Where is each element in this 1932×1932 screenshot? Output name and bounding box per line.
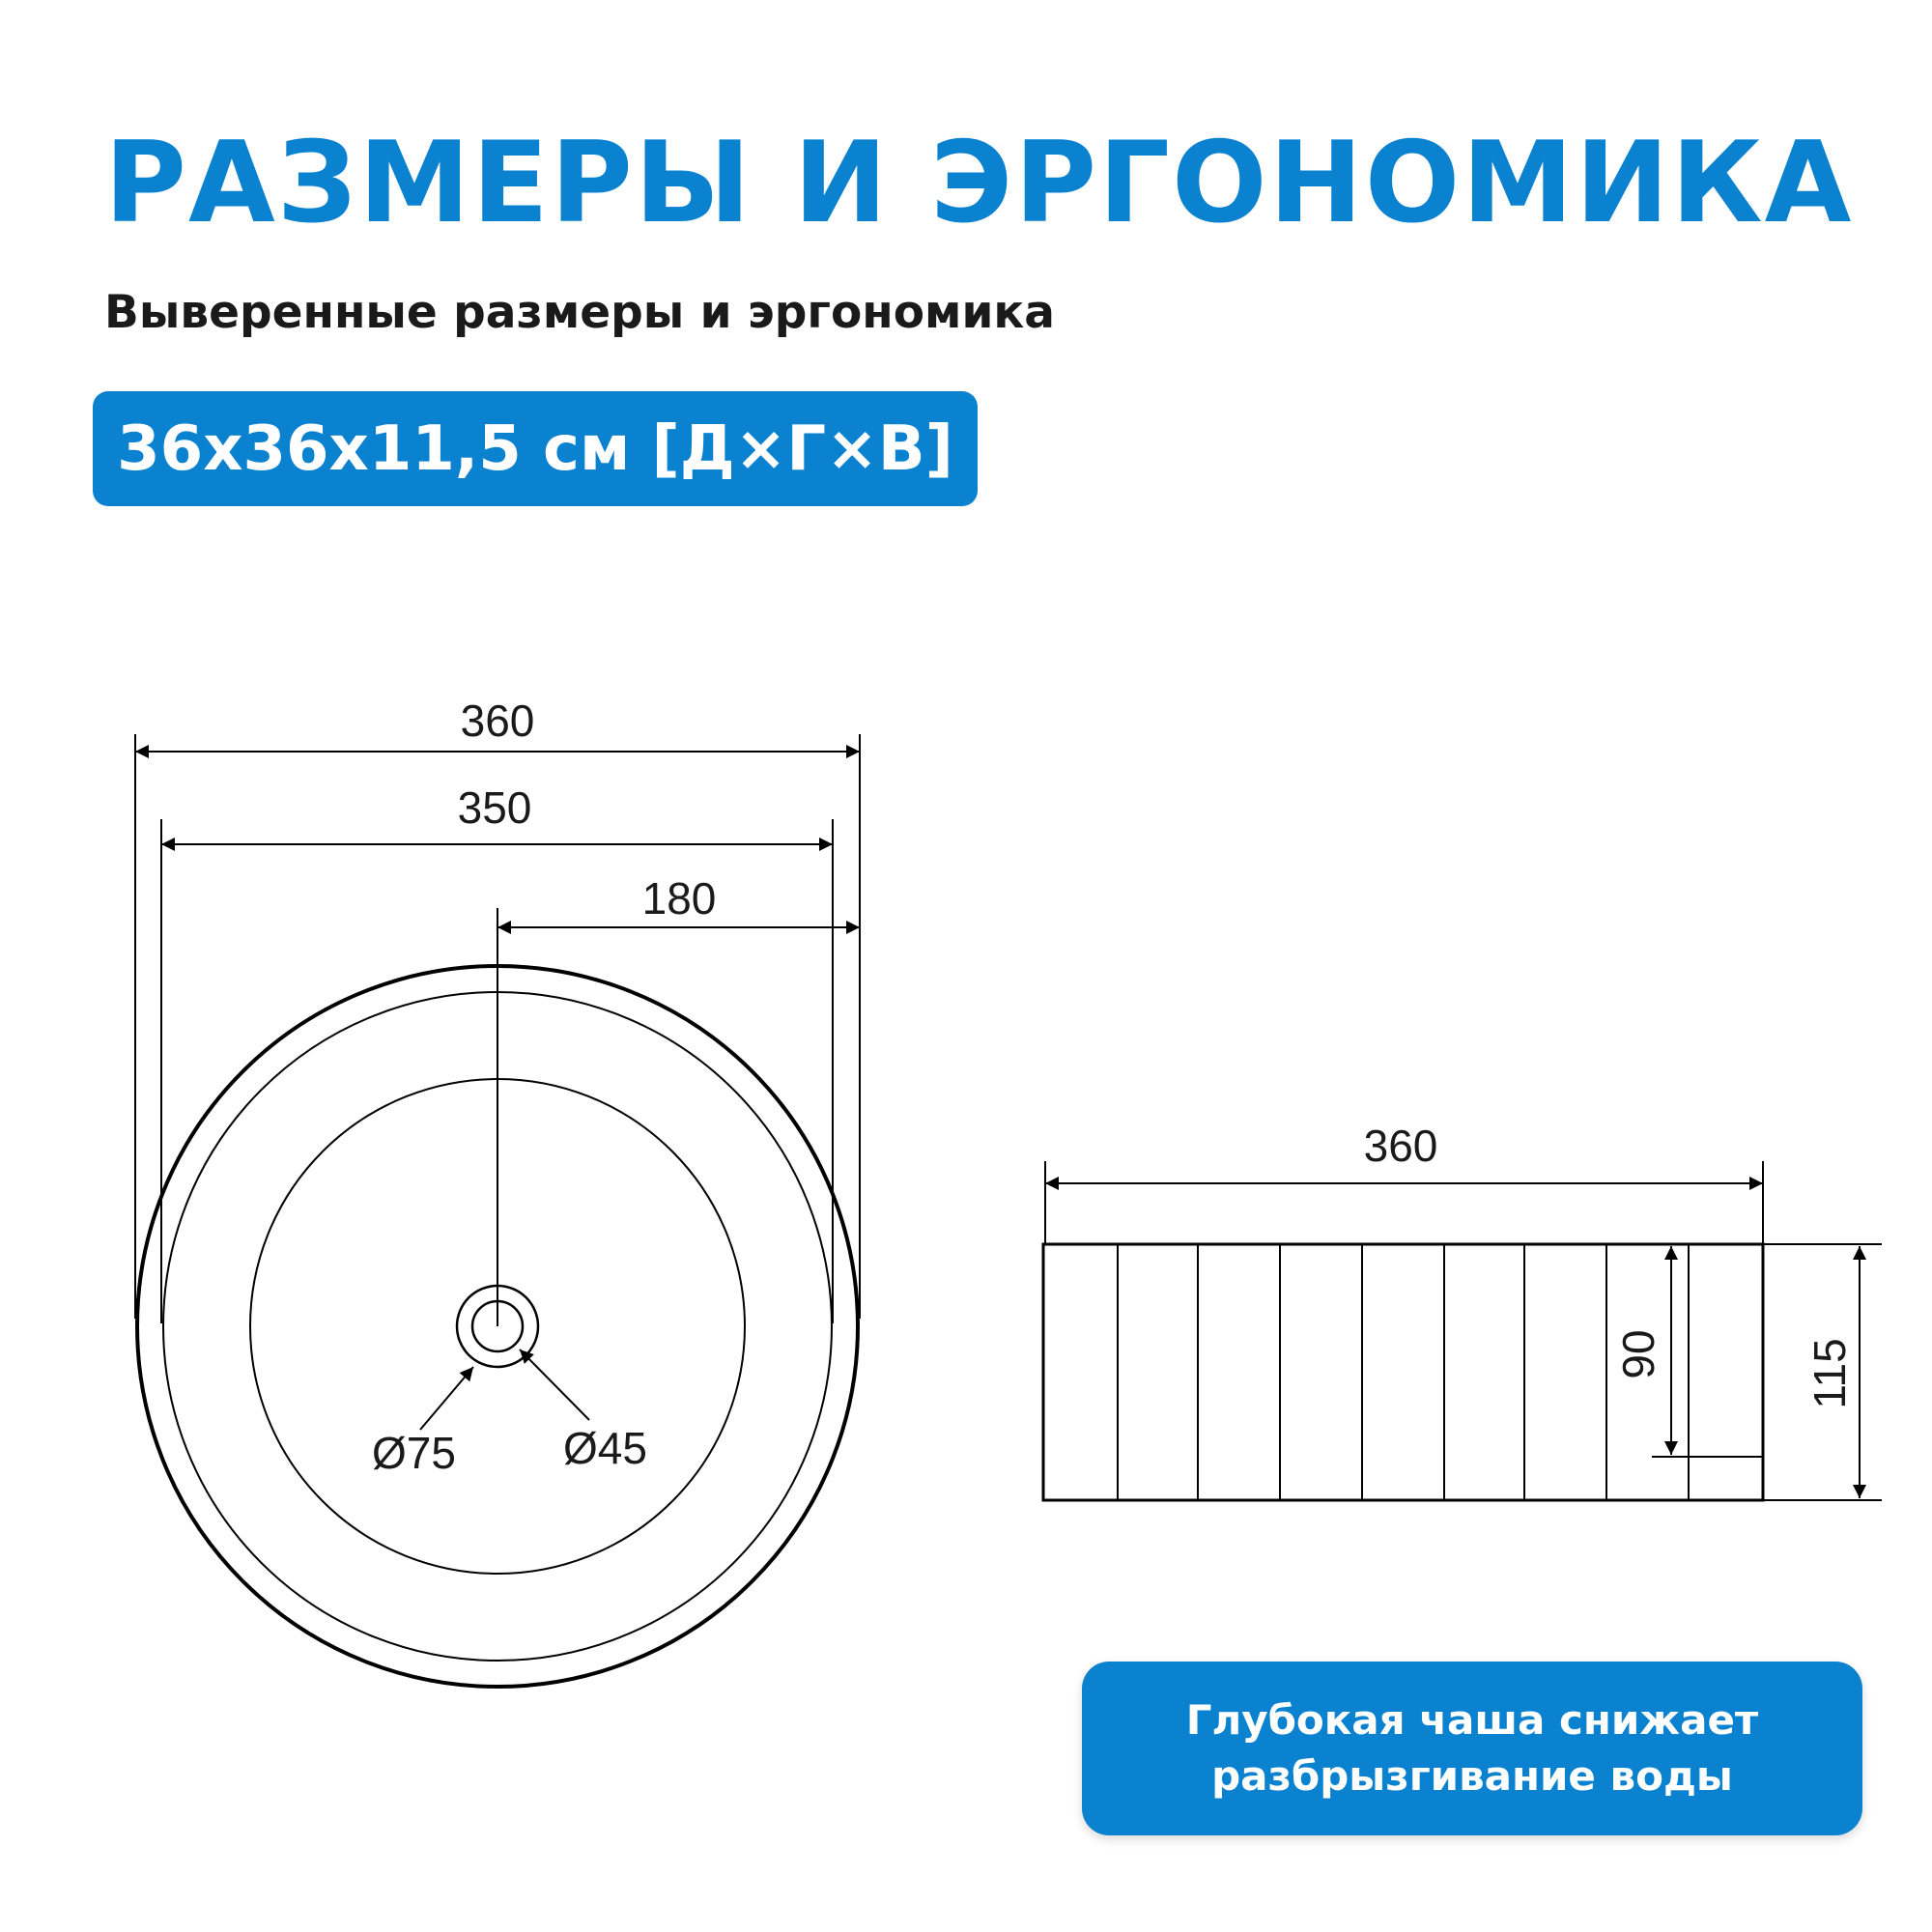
page-subtitle: Выверенные размеры и эргономика <box>104 286 1055 339</box>
feature-badge <box>1082 1662 1862 1835</box>
dim-label-115: 115 <box>1804 1338 1855 1409</box>
side-view <box>1043 1121 1882 1500</box>
feature-line-2: разбрызгивание воды <box>1211 1752 1733 1800</box>
feature-line-1: Глубокая чаша снижает <box>1185 1696 1759 1744</box>
dim-label-drain-75: Ø75 <box>372 1428 456 1478</box>
top-view <box>135 696 860 1687</box>
leader-drain-45 <box>520 1350 589 1420</box>
dim-label-360-top: 360 <box>460 696 535 746</box>
dim-label-350: 350 <box>457 782 532 833</box>
dim-label-drain-45: Ø45 <box>563 1423 647 1473</box>
dim-label-360-side: 360 <box>1363 1121 1438 1171</box>
dimensions-text: 36x36x11,5 см [Д×Г×В] <box>117 412 953 485</box>
page-title: РАЗМЕРЫ И ЭРГОНОМИКА <box>104 118 1854 248</box>
dim-label-90: 90 <box>1613 1329 1663 1379</box>
dim-label-180: 180 <box>641 873 717 923</box>
leader-drain-75 <box>420 1367 473 1430</box>
